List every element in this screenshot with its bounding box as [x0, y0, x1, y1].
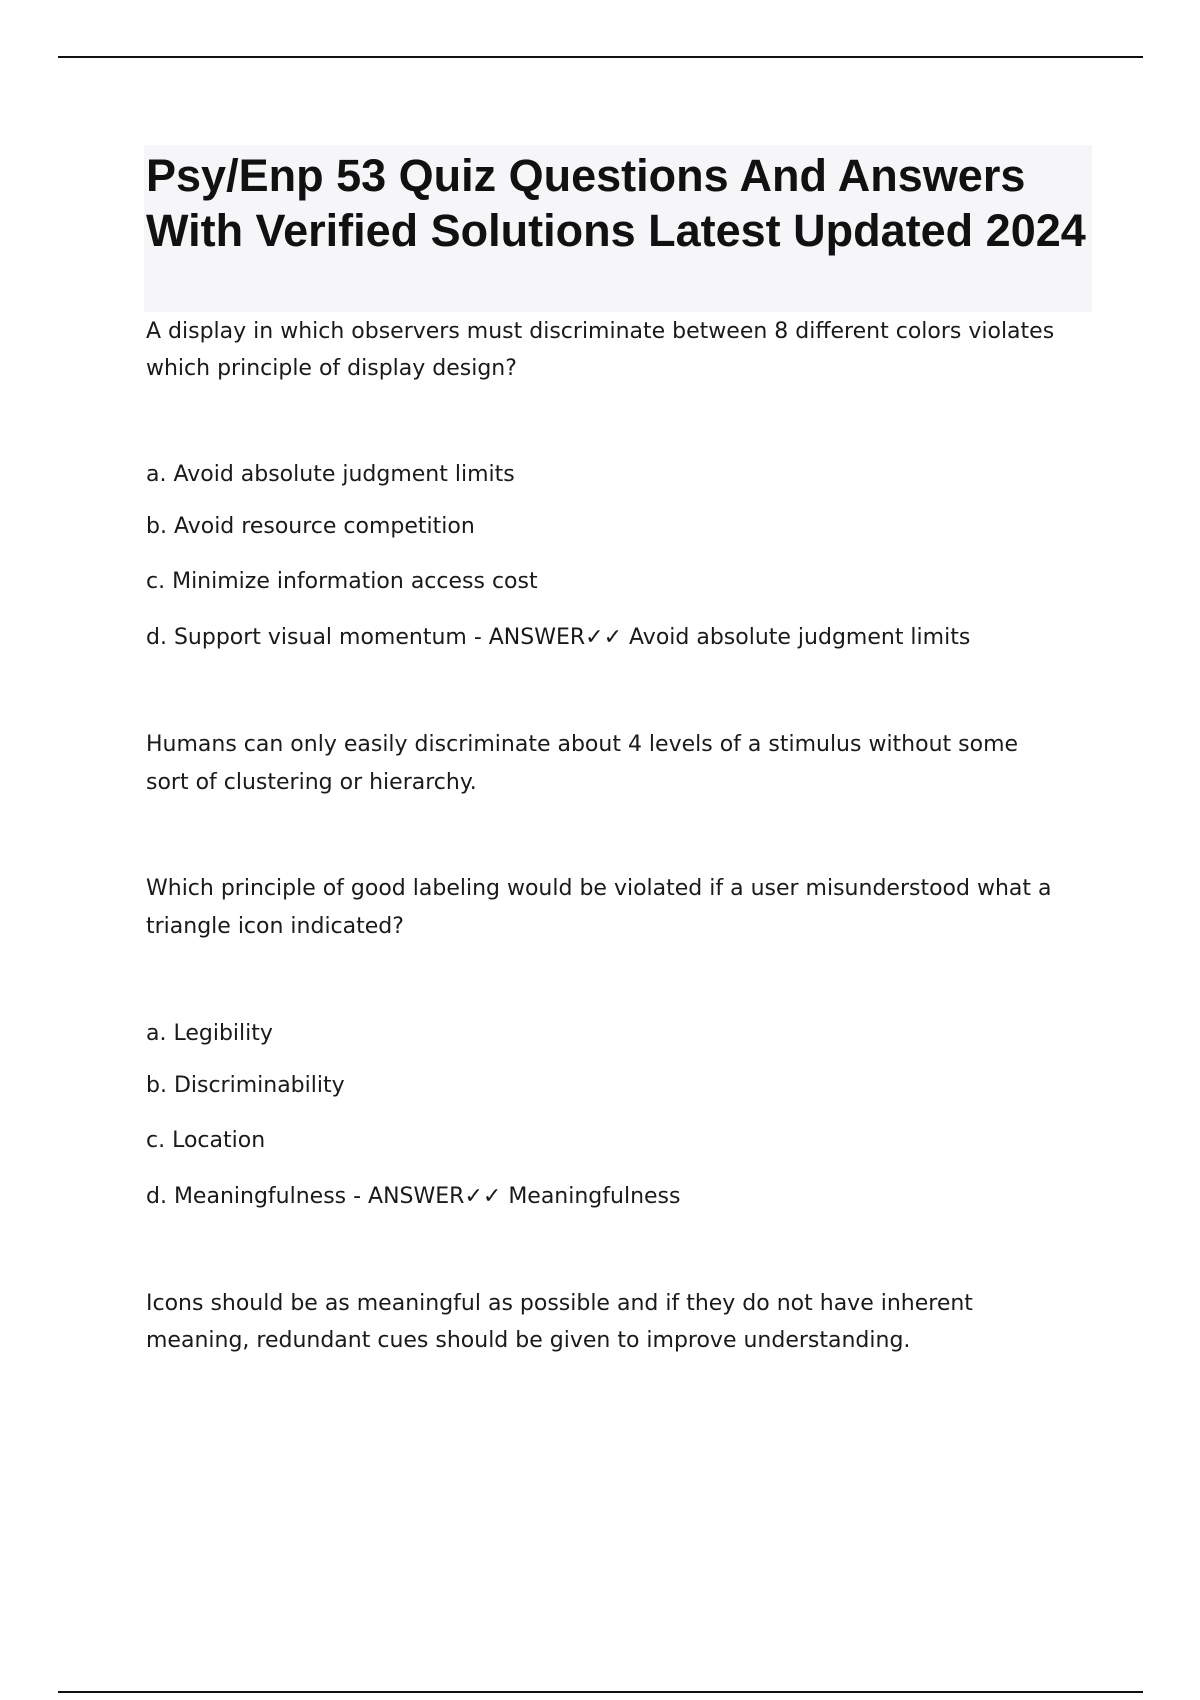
q2-explanation-line-1: Icons should be as meaningful as possible and if they do not have inherent: [146, 1291, 973, 1316]
q2-option-c: c. Location: [146, 1128, 266, 1153]
q1-option-c: c. Minimize information access cost: [146, 569, 538, 594]
q1-question-line-1: A display in which observers must discriminate between 8 different colors violates: [146, 319, 1055, 344]
q1-option-d-answer: d. Support visual momentum - ANSWER✓✓ Avoid absolute judgment limits: [146, 625, 971, 650]
q2-question-line-2: triangle icon indicated?: [146, 914, 404, 939]
top-rule: [58, 56, 1143, 58]
q1-option-a: a. Avoid absolute judgment limits: [146, 462, 515, 487]
q2-option-a: a. Legibility: [146, 1021, 273, 1046]
q2-explanation-line-2: meaning, redundant cues should be given to improve understanding.: [146, 1328, 911, 1353]
q1-option-b: b. Avoid resource competition: [146, 514, 475, 539]
bottom-rule: [58, 1691, 1143, 1693]
q2-question-line-1: Which principle of good labeling would be violated if a user misunderstood what a: [146, 876, 1052, 901]
q1-explanation-line-2: sort of clustering or hierarchy.: [146, 770, 477, 795]
q1-explanation-line-1: Humans can only easily discriminate about 4 levels of a stimulus without some: [146, 732, 1019, 757]
q2-option-b: b. Discriminability: [146, 1073, 345, 1098]
q2-option-d-answer: d. Meaningfulness - ANSWER✓✓ Meaningfulness: [146, 1184, 681, 1209]
q1-question-line-2: which principle of display design?: [146, 356, 517, 381]
document-title: Psy/Enp 53 Quiz Questions And Answers With Verified Solutions Latest Updated 2024: [146, 150, 1086, 256]
